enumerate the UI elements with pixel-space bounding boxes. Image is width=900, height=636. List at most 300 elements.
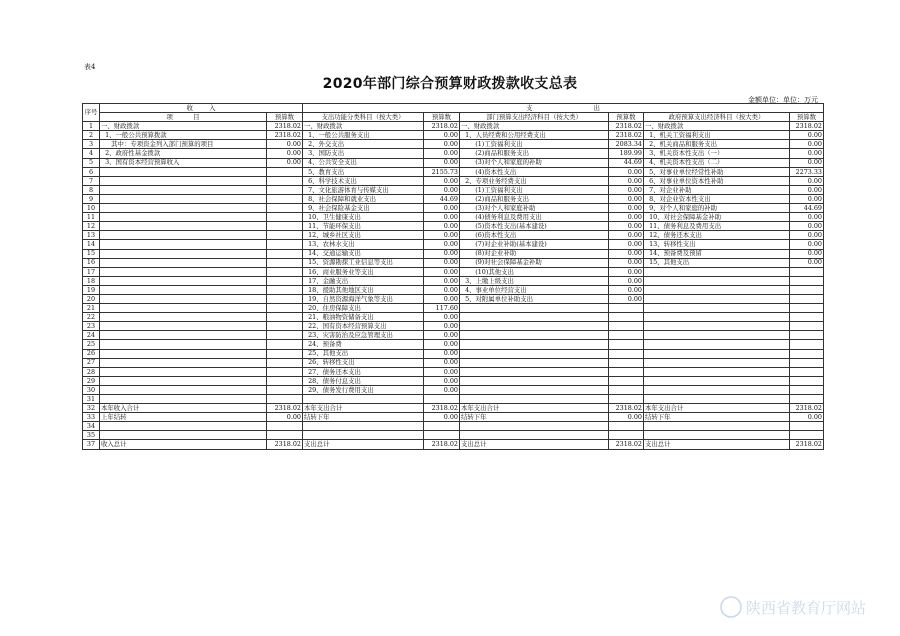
dept-econ-item: 3、上缴上级支出 [460, 276, 609, 285]
table-row [83, 194, 824, 203]
dept-econ-amount: 0.00 [609, 185, 644, 194]
gov-econ-item [644, 340, 790, 349]
row-number: 14 [83, 240, 100, 249]
gov-econ-amount [790, 285, 824, 294]
dept-econ-amount [609, 340, 644, 349]
dept-econ-amount [609, 367, 644, 376]
table-row [83, 331, 824, 340]
func-amount: 0.00 [424, 222, 460, 231]
dept-econ-amount: 0.00 [609, 294, 644, 303]
header-dept-budget: 预算数 [609, 113, 644, 122]
table-row [83, 185, 824, 194]
gov-econ-item [644, 349, 790, 358]
table-row [83, 140, 824, 149]
income-item [100, 331, 267, 340]
gov-econ-item: 13、转移性支出 [644, 240, 790, 249]
gov-econ-amount [790, 422, 824, 431]
func-amount: 0.00 [424, 276, 460, 285]
income-amount [267, 322, 303, 331]
row-number: 26 [83, 349, 100, 358]
income-item [100, 422, 267, 431]
func-item: 11、节能环保支出 [303, 222, 424, 231]
income-item: 2、政府性基金拨款 [100, 149, 267, 158]
header-expense: 支 出 [303, 104, 824, 113]
dept-econ-amount: 189.99 [609, 149, 644, 158]
dept-econ-item: 5、对附属单位补助支出 [460, 294, 609, 303]
func-item: 25、其他支出 [303, 349, 424, 358]
gov-econ-amount [790, 376, 824, 385]
row-number: 18 [83, 276, 100, 285]
table-row [83, 404, 824, 413]
income-item [100, 313, 267, 322]
dept-econ-amount: 0.00 [609, 258, 644, 267]
func-item: 19、自然资源海洋气象等支出 [303, 294, 424, 303]
table-row [83, 285, 824, 294]
income-item [100, 258, 267, 267]
func-item: 24、预备费 [303, 340, 424, 349]
func-amount: 0.00 [424, 258, 460, 267]
income-amount: 2318.02 [267, 404, 303, 413]
func-item: 14、交通运输支出 [303, 249, 424, 258]
func-amount: 0.00 [424, 367, 460, 376]
income-amount [267, 285, 303, 294]
func-item: 21、粮油物资储备支出 [303, 313, 424, 322]
gov-econ-amount [790, 340, 824, 349]
income-item: 收入总计 [100, 440, 267, 449]
row-number: 16 [83, 258, 100, 267]
func-amount: 0.00 [424, 267, 460, 276]
dept-econ-item: (3)对个人和家庭的补助 [460, 158, 609, 167]
func-item: 20、住房保障支出 [303, 304, 424, 313]
dept-econ-item: (8)对企业补助 [460, 249, 609, 258]
dept-econ-amount: 0.00 [609, 176, 644, 185]
func-item: 22、国有资本经营预算支出 [303, 322, 424, 331]
income-amount [267, 395, 303, 404]
income-amount [267, 204, 303, 213]
func-amount: 0.00 [424, 140, 460, 149]
gov-econ-item [644, 294, 790, 303]
gov-econ-item [644, 395, 790, 404]
row-number: 24 [83, 331, 100, 340]
func-item [303, 422, 424, 431]
income-item: 上年结转 [100, 413, 267, 422]
func-amount: 2318.02 [424, 440, 460, 449]
income-item [100, 385, 267, 394]
gov-econ-item: 5、对事业单位经常性补助 [644, 167, 790, 176]
func-item: 2、外交支出 [303, 140, 424, 149]
income-amount: 0.00 [267, 140, 303, 149]
dept-econ-amount: 0.00 [609, 222, 644, 231]
dept-econ-item: 1、人员经费和公用经费支出 [460, 131, 609, 140]
func-amount: 117.60 [424, 304, 460, 313]
func-item: 29、债务发行费用支出 [303, 385, 424, 394]
income-amount [267, 304, 303, 313]
header-func-budget: 预算数 [424, 113, 460, 122]
dept-econ-amount: 2318.02 [609, 404, 644, 413]
dept-econ-amount: 0.00 [609, 249, 644, 258]
income-amount [267, 231, 303, 240]
dept-econ-item: (4)资本性支出 [460, 167, 609, 176]
income-item [100, 285, 267, 294]
dept-econ-amount [609, 322, 644, 331]
func-amount: 0.00 [424, 376, 460, 385]
gov-econ-amount: 2318.02 [790, 404, 824, 413]
income-amount [267, 258, 303, 267]
gov-econ-item [644, 304, 790, 313]
income-amount [267, 194, 303, 203]
income-item [100, 249, 267, 258]
income-amount [267, 331, 303, 340]
dept-econ-amount [609, 313, 644, 322]
income-item [100, 376, 267, 385]
table-row [83, 167, 824, 176]
row-number: 27 [83, 358, 100, 367]
dept-econ-amount: 0.00 [609, 240, 644, 249]
gov-econ-item: 3、机关资本性支出（一） [644, 149, 790, 158]
dept-econ-amount [609, 331, 644, 340]
dept-econ-amount: 0.00 [609, 413, 644, 422]
table-row [83, 213, 824, 222]
row-number: 23 [83, 322, 100, 331]
func-amount: 2155.73 [424, 167, 460, 176]
dept-econ-amount: 2318.02 [609, 440, 644, 449]
dept-econ-item: (7)对企业补助(基本建设) [460, 240, 609, 249]
func-amount: 0.00 [424, 158, 460, 167]
income-amount: 2318.02 [267, 131, 303, 140]
income-amount [267, 294, 303, 303]
dept-econ-amount: 2083.34 [609, 140, 644, 149]
table-row [83, 395, 824, 404]
dept-econ-item [460, 385, 609, 394]
dept-econ-amount [609, 304, 644, 313]
row-number: 19 [83, 285, 100, 294]
func-item: 支出总计 [303, 440, 424, 449]
row-number: 21 [83, 304, 100, 313]
gov-econ-item: 1、机关工资福利支出 [644, 131, 790, 140]
income-item [100, 267, 267, 276]
gov-econ-amount [790, 349, 824, 358]
func-item [303, 395, 424, 404]
table-row [83, 158, 824, 167]
income-item: 3、国有资本经营预算收入 [100, 158, 267, 167]
func-item [303, 431, 424, 440]
header-gov-econ: 政府预算支出经济科目（按大类） [644, 113, 790, 122]
income-amount [267, 167, 303, 176]
func-amount [424, 422, 460, 431]
dept-econ-item: 结转下年 [460, 413, 609, 422]
income-amount [267, 358, 303, 367]
row-number: 31 [83, 395, 100, 404]
dept-econ-amount [609, 376, 644, 385]
income-amount [267, 249, 303, 258]
table-row [83, 222, 824, 231]
income-item [100, 185, 267, 194]
row-number: 7 [83, 176, 100, 185]
func-amount: 0.00 [424, 231, 460, 240]
func-amount: 44.69 [424, 194, 460, 203]
gov-econ-item [644, 422, 790, 431]
budget-table [82, 103, 824, 450]
table-row [83, 294, 824, 303]
table-row [83, 249, 824, 258]
income-item [100, 194, 267, 203]
gov-econ-item: 一、财政拨款 [644, 122, 790, 131]
gov-econ-amount: 0.00 [790, 413, 824, 422]
func-amount: 0.00 [424, 149, 460, 158]
header-dept-econ: 部门预算支出经济科目（按大类） [460, 113, 609, 122]
income-amount [267, 431, 303, 440]
row-number: 17 [83, 267, 100, 276]
row-number: 6 [83, 167, 100, 176]
func-amount: 0.00 [424, 240, 460, 249]
table-row [83, 122, 824, 131]
func-item: 7、文化旅游体育与传媒支出 [303, 185, 424, 194]
gov-econ-item: 12、债务还本支出 [644, 231, 790, 240]
table-row [83, 176, 824, 185]
header-gov-budget: 预算数 [790, 113, 824, 122]
row-number: 12 [83, 222, 100, 231]
row-number: 33 [83, 413, 100, 422]
func-item: 28、债务付息支出 [303, 376, 424, 385]
row-number: 29 [83, 376, 100, 385]
amount-unit: 金额单位：单位：万元 [748, 96, 818, 104]
row-number: 32 [83, 404, 100, 413]
func-item: 26、转移性支出 [303, 358, 424, 367]
gov-econ-amount: 0.00 [790, 176, 824, 185]
dept-econ-item [460, 331, 609, 340]
dept-econ-amount [609, 385, 644, 394]
func-item: 18、援助其他地区支出 [303, 285, 424, 294]
dept-econ-item: 本年支出合计 [460, 404, 609, 413]
income-amount [267, 222, 303, 231]
gov-econ-amount [790, 304, 824, 313]
row-number: 13 [83, 231, 100, 240]
dept-econ-amount: 0.00 [609, 213, 644, 222]
table-row [83, 240, 824, 249]
income-amount: 0.00 [267, 413, 303, 422]
page-title: 2020年部门综合预算财政拨款收支总表 [322, 76, 578, 92]
dept-econ-amount: 44.69 [609, 158, 644, 167]
income-item [100, 240, 267, 249]
gov-econ-amount: 2318.02 [790, 440, 824, 449]
dept-econ-item [460, 349, 609, 358]
dept-econ-item: (5)资本性支出(基本建设) [460, 222, 609, 231]
row-number: 35 [83, 431, 100, 440]
dept-econ-amount: 0.00 [609, 285, 644, 294]
table-row [83, 413, 824, 422]
row-number: 11 [83, 213, 100, 222]
gov-econ-amount [790, 367, 824, 376]
dept-econ-item: (2)商品和服务支出 [460, 194, 609, 203]
func-item: 17、金融支出 [303, 276, 424, 285]
table-row [83, 431, 824, 440]
func-item: 8、社会保障和就业支出 [303, 194, 424, 203]
func-amount: 0.00 [424, 294, 460, 303]
dept-econ-amount [609, 422, 644, 431]
func-amount: 0.00 [424, 176, 460, 185]
gov-econ-amount [790, 322, 824, 331]
dept-econ-item [460, 431, 609, 440]
income-amount [267, 385, 303, 394]
func-amount: 0.00 [424, 213, 460, 222]
income-amount: 0.00 [267, 158, 303, 167]
gov-econ-amount [790, 358, 824, 367]
dept-econ-amount [609, 349, 644, 358]
income-item [100, 276, 267, 285]
income-item [100, 358, 267, 367]
income-amount [267, 340, 303, 349]
table-row [83, 358, 824, 367]
table-row [83, 385, 824, 394]
table-row [83, 376, 824, 385]
dept-econ-item [460, 367, 609, 376]
income-amount: 0.00 [267, 149, 303, 158]
watermark-logo [718, 594, 900, 620]
table-row [83, 258, 824, 267]
row-number: 2 [83, 131, 100, 140]
income-item: 一、财政拨款 [100, 122, 267, 131]
func-item: 本年支出合计 [303, 404, 424, 413]
func-item: 27、债务还本支出 [303, 367, 424, 376]
row-number: 10 [83, 204, 100, 213]
income-item [100, 431, 267, 440]
dept-econ-item: 4、事业单位经营支出 [460, 285, 609, 294]
header-item: 项 目 [100, 113, 267, 122]
gov-econ-item: 支出总计 [644, 440, 790, 449]
dept-econ-item: (9)对社会保障基金补助 [460, 258, 609, 267]
func-item: 10、卫生健康支出 [303, 213, 424, 222]
gov-econ-amount: 0.00 [790, 140, 824, 149]
dept-econ-amount [609, 395, 644, 404]
row-number: 15 [83, 249, 100, 258]
dept-econ-amount: 0.00 [609, 194, 644, 203]
gov-econ-item: 15、其他支出 [644, 258, 790, 267]
gov-econ-amount [790, 385, 824, 394]
row-number: 3 [83, 140, 100, 149]
income-item [100, 395, 267, 404]
func-item: 1、一般公共服务支出 [303, 131, 424, 140]
income-item [100, 349, 267, 358]
dept-econ-item: (2)商品和服务支出 [460, 149, 609, 158]
func-item: 13、农林水支出 [303, 240, 424, 249]
header-income: 收 入 [100, 104, 303, 113]
dept-econ-item: 一、财政拨款 [460, 122, 609, 131]
gov-econ-item [644, 367, 790, 376]
func-amount: 0.00 [424, 413, 460, 422]
gov-econ-item: 9、对个人和家庭的补助 [644, 204, 790, 213]
table-row [83, 422, 824, 431]
gov-econ-item: 4、机关资本性支出（二） [644, 158, 790, 167]
func-item: 结转下年 [303, 413, 424, 422]
income-item [100, 231, 267, 240]
dept-econ-amount: 0.00 [609, 276, 644, 285]
dept-econ-amount [609, 358, 644, 367]
gov-econ-item [644, 376, 790, 385]
dept-econ-item: (3)对个人和家庭补助 [460, 204, 609, 213]
dept-econ-amount: 0.00 [609, 204, 644, 213]
gov-econ-amount: 0.00 [790, 258, 824, 267]
row-number: 22 [83, 313, 100, 322]
dept-econ-item [460, 340, 609, 349]
table-row [83, 149, 824, 158]
table-row [83, 367, 824, 376]
row-number: 1 [83, 122, 100, 131]
gov-econ-item: 6、对事业单位资本性补助 [644, 176, 790, 185]
gov-econ-item: 11、债务利息及费用支出 [644, 222, 790, 231]
func-amount: 0.00 [424, 204, 460, 213]
func-item: 5、教育支出 [303, 167, 424, 176]
income-item [100, 322, 267, 331]
func-amount: 0.00 [424, 358, 460, 367]
dept-econ-item: (1)工资福利支出 [460, 140, 609, 149]
income-item [100, 304, 267, 313]
watermark-text: 陕西省教育厅网站 [746, 599, 867, 617]
income-item: 1、一般公共预算拨款 [100, 131, 267, 140]
header-seq: 序号 [83, 104, 100, 122]
func-item: 一、财政拨款 [303, 122, 424, 131]
gov-econ-item [644, 385, 790, 394]
header-func: 支出功能分类科目（按大类） [303, 113, 424, 122]
income-amount [267, 367, 303, 376]
dept-econ-amount: 0.00 [609, 167, 644, 176]
gov-econ-amount [790, 395, 824, 404]
gov-econ-amount: 0.00 [790, 185, 824, 194]
table-row [83, 440, 824, 449]
income-amount [267, 276, 303, 285]
func-item: 23、灾害防治及应急管理支出 [303, 331, 424, 340]
func-amount [424, 431, 460, 440]
table-row [83, 276, 824, 285]
income-amount [267, 313, 303, 322]
func-amount: 0.00 [424, 322, 460, 331]
income-amount [267, 267, 303, 276]
dept-econ-item: (6)资本性支出 [460, 231, 609, 240]
dept-econ-item: (4)债务利息及费用支出 [460, 213, 609, 222]
table-row [83, 131, 824, 140]
gov-econ-amount: 2318.02 [790, 122, 824, 131]
func-item: 16、商业服务业等支出 [303, 267, 424, 276]
income-item [100, 204, 267, 213]
gov-econ-amount [790, 267, 824, 276]
func-amount [424, 395, 460, 404]
func-amount: 2318.02 [424, 404, 460, 413]
func-item: 6、科学技术支出 [303, 176, 424, 185]
income-amount [267, 376, 303, 385]
gov-econ-item [644, 331, 790, 340]
gov-econ-amount: 0.00 [790, 194, 824, 203]
dept-econ-item [460, 322, 609, 331]
row-number: 5 [83, 158, 100, 167]
dept-econ-item: (10)其他支出 [460, 267, 609, 276]
row-number: 8 [83, 185, 100, 194]
table-row [83, 340, 824, 349]
gov-econ-amount: 0.00 [790, 213, 824, 222]
gov-econ-amount: 0.00 [790, 231, 824, 240]
gov-econ-item: 7、对企业补助 [644, 185, 790, 194]
income-item [100, 213, 267, 222]
income-item [100, 167, 267, 176]
income-amount [267, 213, 303, 222]
func-amount: 0.00 [424, 385, 460, 394]
table-number: 表4 [84, 63, 96, 71]
gov-econ-item [644, 285, 790, 294]
income-amount [267, 422, 303, 431]
table-row [83, 231, 824, 240]
row-number: 20 [83, 294, 100, 303]
dept-econ-amount: 0.00 [609, 267, 644, 276]
func-item: 9、社会保险基金支出 [303, 204, 424, 213]
func-item: 15、资源勘探工业信息等支出 [303, 258, 424, 267]
